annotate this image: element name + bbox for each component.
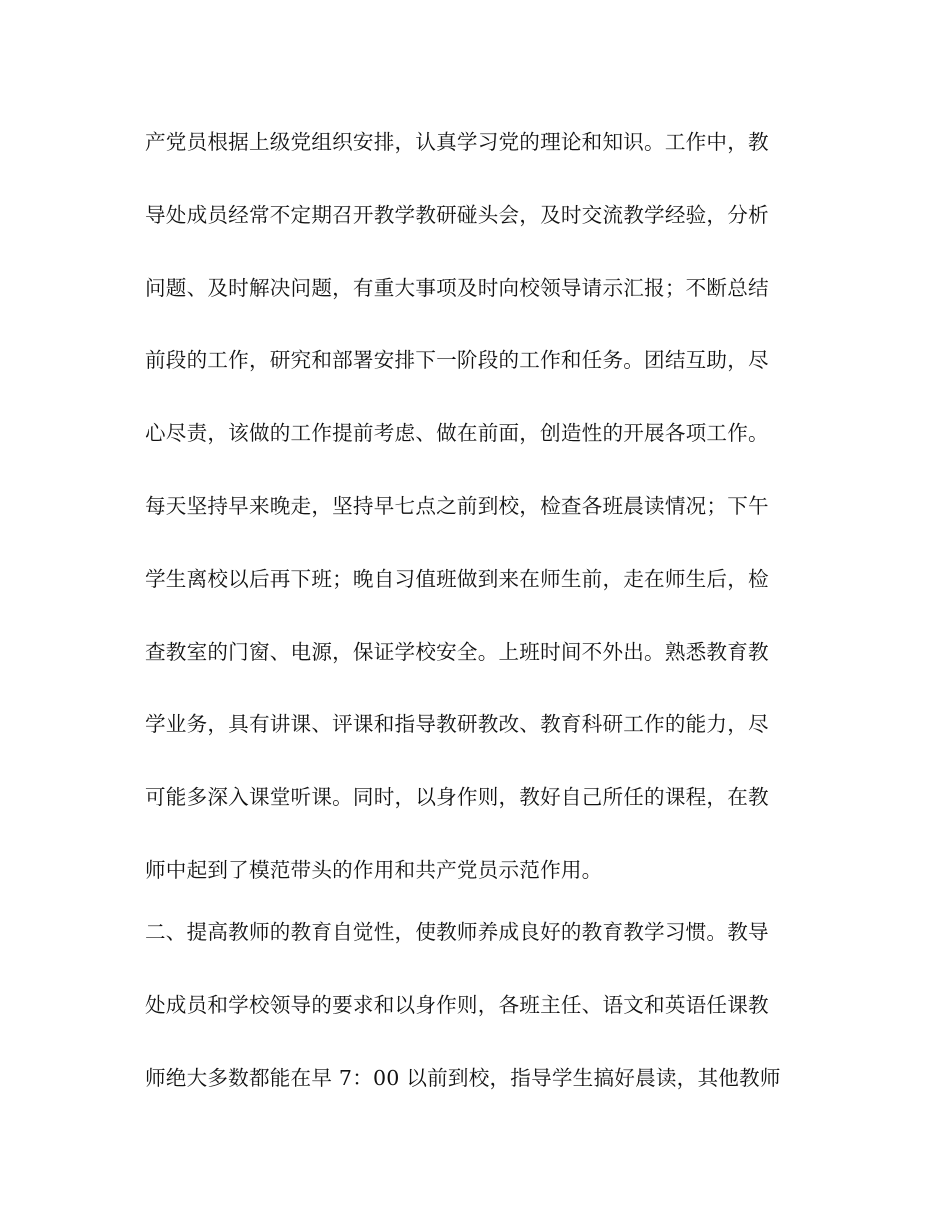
text-line: 问题、及时解决问题，有重大事项及时向校领导请示汇报；不断总结 xyxy=(145,275,769,300)
text-line: 导处成员经常不定期召开教学教研碰头会，及时交流教学经验，分析 xyxy=(145,202,769,227)
section-heading-line: 二、提高教师的教育自觉性，使教师养成良好的教育教学习惯。教导 xyxy=(145,919,769,944)
text-line: 可能多深入课堂听课。同时，以身作则，教好自己所任的课程，在教 xyxy=(145,785,769,810)
text-line: 学业务，具有讲课、评课和指导教研教改、教育科研工作的能力，尽 xyxy=(145,712,769,737)
text-line: 处成员和学校领导的要求和以身作则，各班主任、语文和英语任课教 xyxy=(145,992,769,1017)
text-line: 产党员根据上级党组织安排，认真学习党的理论和知识。工作中，教 xyxy=(145,130,769,154)
text-line: 学生离校以后再下班；晚自习值班做到来在师生前，走在师生后，检 xyxy=(145,566,769,591)
paragraph-end-line: 师中起到了模范带头的作用和共产党员示范作用。 xyxy=(145,857,603,882)
text-line: 师绝大多数都能在早 7：00 以前到校，指导学生搞好晨读，其他教师 xyxy=(145,1065,781,1090)
body-text xyxy=(145,122,805,1130)
text-line: 心尽责，该做的工作提前考虑、做在前面，创造性的开展各项工作。 xyxy=(145,421,769,446)
text-line: 查教室的门窗、电源，保证学校安全。上班时间不外出。熟悉教育教 xyxy=(145,639,769,664)
text-line: 每天坚持早来晚走，坚持早七点之前到校，检查各班晨读情况；下午 xyxy=(145,493,769,518)
text-line: 前段的工作，研究和部署安排下一阶段的工作和任务。团结互助，尽 xyxy=(145,348,769,373)
